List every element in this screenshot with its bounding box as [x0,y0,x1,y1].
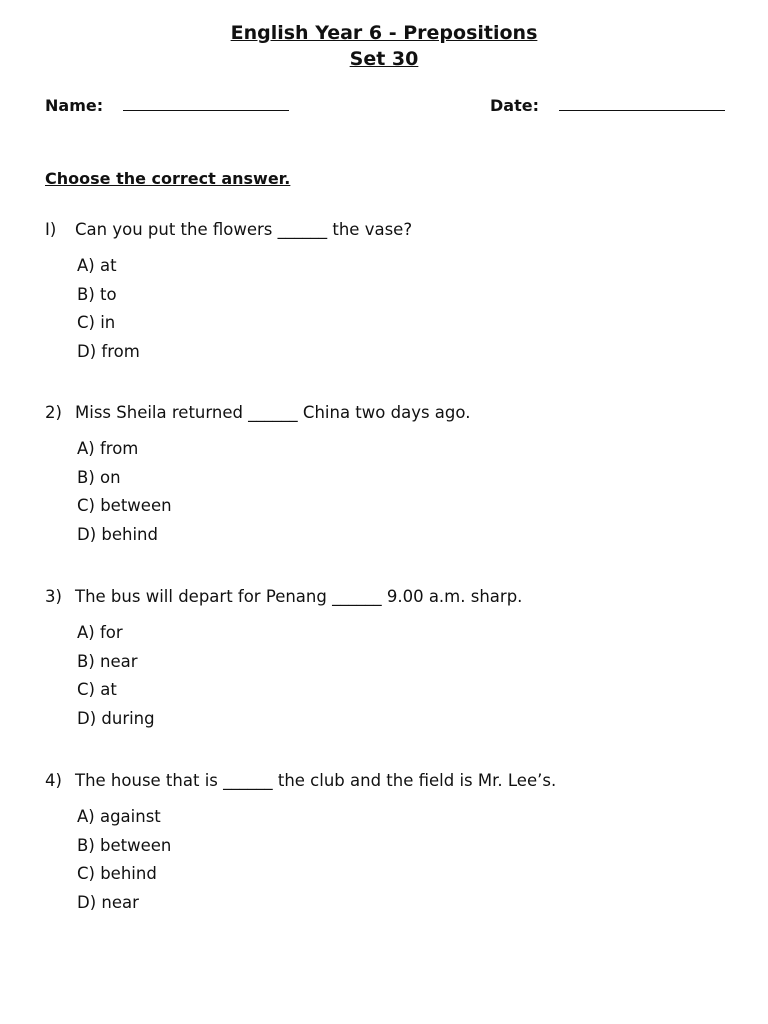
worksheet-set: Set 30 [349,48,419,70]
question-number: 2) [45,403,62,422]
answer-option: C) between [77,496,172,516]
date-blank-line [559,96,725,111]
answer-option: D) during [77,709,155,729]
answer-option: C) in [77,313,116,333]
answer-options [77,435,735,550]
answer-option: B) on [77,467,121,487]
question-3 [45,585,735,734]
answer-options [77,252,735,367]
instruction: Choose the correct answer. [45,169,291,188]
question-number: 3) [45,587,62,606]
answer-option: C) behind [77,864,157,884]
answer-option: D) from [77,342,140,362]
title-block [0,20,768,72]
answer-option: D) near [77,893,139,913]
answer-option: D) behind [77,525,158,545]
question-text: The bus will depart for Penang ______ 9.00 a.m. sharp. [75,587,523,606]
answer-option: B) between [77,835,172,855]
worksheet-title: English Year 6 - Prepositions [230,22,538,44]
answer-option: A) from [77,439,139,458]
answer-option: A) at [77,256,117,275]
name-label: Name: [45,96,104,115]
answer-option: B) to [77,284,117,304]
answer-option: A) against [77,807,161,826]
date-label: Date: [490,96,539,115]
question-2 [45,401,735,550]
answer-option: C) at [77,680,117,700]
question-4 [45,769,735,918]
student-info-row [45,96,725,120]
question-1 [45,218,735,367]
question-number: I) [45,220,57,239]
question-number: 4) [45,771,62,790]
name-blank-line [123,96,289,111]
answer-option: B) near [77,651,138,671]
answer-option: A) for [77,623,123,642]
question-text: Miss Sheila returned ______ China two days ago. [75,403,471,422]
question-text: The house that is ______ the club and the field is Mr. Lee’s. [75,771,557,790]
answer-options [77,803,735,918]
date-field [490,96,725,115]
question-text: Can you put the flowers ______ the vase? [75,220,413,239]
answer-options [77,619,735,734]
name-field [45,96,289,115]
